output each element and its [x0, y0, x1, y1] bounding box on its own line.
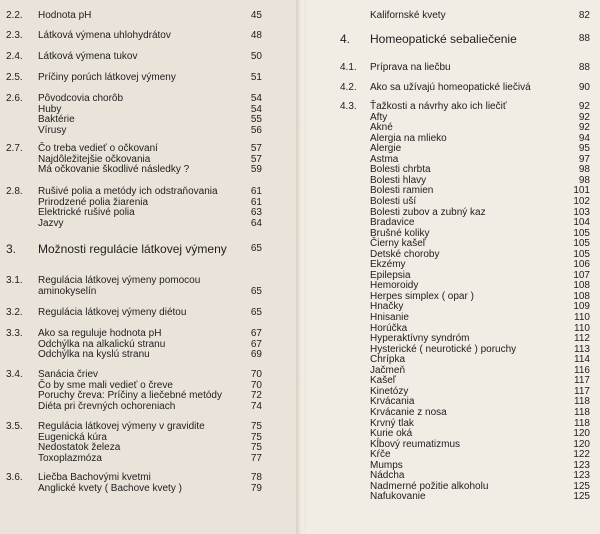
page-number: 48 — [250, 30, 262, 41]
toc-subentry: Detské choroby — [370, 248, 440, 260]
section-number: 3.6. — [6, 472, 23, 483]
toc-entry-title: Regulácia látkovej výmeny diétou — [38, 307, 187, 318]
section-number: 4.2. — [340, 82, 357, 93]
page-number: 106 — [573, 259, 590, 271]
page-number: 57 — [250, 153, 262, 165]
toc-subentry: Baktérie — [38, 114, 75, 126]
page-number: 112 — [574, 333, 590, 345]
toc-subentry: Vírusy — [38, 124, 67, 136]
page-number: 97 — [578, 153, 590, 165]
section-number: 3. — [6, 242, 17, 256]
page-number: 104 — [573, 217, 590, 229]
page-number: 120 — [573, 438, 590, 450]
page-number: 70 — [250, 369, 262, 380]
page-number: 105 — [573, 227, 590, 239]
page-number: 57 — [250, 143, 262, 154]
toc-entry-title: Ťažkosti a návrhy ako ich liečiť — [370, 101, 507, 112]
page-number: 88 — [578, 62, 590, 73]
toc-subentry: Krvácania — [370, 396, 415, 408]
toc-entry-title: Príprava na liečbu — [370, 62, 451, 73]
toc-subentry: Akné — [370, 122, 393, 134]
toc-subentry: Alergia na mlieko — [370, 132, 447, 144]
page-number: 51 — [250, 72, 262, 83]
toc-subentry: Chrípka — [370, 354, 406, 366]
page-number: 125 — [573, 491, 590, 503]
toc-subentry: Afty — [370, 111, 388, 123]
section-number: 2.2. — [6, 10, 23, 21]
page-number: 117 — [574, 375, 590, 387]
toc-subentry: Odchýlka na alkalickú stranu — [38, 338, 166, 350]
page-number: 114 — [574, 354, 590, 366]
toc-subentry: Bolesti zubov a zubný kaz — [370, 206, 486, 218]
section-number: 3.4. — [6, 369, 23, 380]
toc-subentry: Bolesti chrbta — [370, 164, 431, 176]
page-number: 67 — [250, 328, 262, 339]
toc-entry-title: Ako sa reguluje hodnota pH — [38, 328, 162, 339]
section-number: 3.5. — [6, 421, 23, 432]
page-number: 61 — [250, 186, 262, 197]
toc-subentry: Nádcha — [370, 470, 405, 482]
toc-subentry: aminokyselín — [38, 285, 97, 297]
page-number: 105 — [573, 238, 590, 250]
page-number: 98 — [578, 174, 590, 186]
toc-subentry: Bradavice — [370, 217, 415, 229]
toc-subentry: Herpes simplex ( opar ) — [370, 290, 474, 302]
page-number: 92 — [578, 122, 590, 134]
toc-subentry: Hemoroidy — [370, 280, 419, 292]
page-number: 101 — [573, 185, 590, 197]
toc-entry-title: Rušivé polia a metódy ich odstraňovania — [38, 186, 218, 197]
page-number: 107 — [573, 269, 590, 281]
page-number: 108 — [573, 290, 590, 302]
page-number: 72 — [250, 390, 262, 402]
toc-entry-title: Možnosti regulácie látkovej výmeny — [38, 242, 227, 256]
toc-entry-title: Hodnota pH — [38, 10, 92, 21]
page-number: 123 — [573, 470, 590, 482]
page-number: 65 — [250, 307, 262, 318]
toc-subentry: Alergie — [370, 143, 402, 155]
page-number: 75 — [250, 442, 262, 454]
toc-subentry: Toxoplazmóza — [38, 452, 102, 464]
page-number: 110 — [574, 312, 590, 323]
toc-subentry: Ekzémy — [370, 259, 406, 271]
toc-entry-title: Sanácia čriev — [38, 369, 99, 380]
toc-subentry: Kašeľ — [370, 375, 396, 387]
toc-subentry: Čierny kašeľ — [370, 238, 426, 250]
toc-subentry: Eugenická kúra — [38, 431, 107, 443]
toc-subentry: Elektrické rušivé polia — [38, 207, 135, 219]
toc-subentry: Diéta pri črevných ochoreniach — [38, 400, 176, 412]
page-number: 120 — [573, 428, 590, 440]
page-number: 69 — [250, 349, 262, 361]
toc-subentry: Nafukovanie — [370, 491, 426, 503]
toc-subentry: Epilepsia — [370, 269, 411, 281]
section-number: 2.5. — [6, 72, 23, 83]
toc-entry-title: Liečba Bachovými kvetmi — [38, 472, 151, 483]
page-number: 75 — [250, 421, 262, 432]
toc-subentry: Bolesti ramien — [370, 185, 434, 197]
page-number: 74 — [250, 400, 262, 412]
toc-subentry: Hnačky — [370, 301, 404, 313]
toc-entry-title: Pôvodcovia chorôb — [38, 93, 124, 104]
page-number: 70 — [250, 379, 262, 391]
toc-subentry: Jazvy — [38, 217, 64, 229]
section-number: 3.1. — [6, 275, 23, 286]
page-number: 122 — [573, 449, 590, 461]
page-number: 118 — [574, 406, 590, 418]
section-number: 2.7. — [6, 143, 23, 154]
page-number: 105 — [573, 248, 590, 260]
toc-subentry: Mumps — [370, 459, 403, 471]
toc-entry-title: Homeopatické sebaliečenie — [370, 32, 517, 46]
page-number: 117 — [574, 385, 590, 397]
toc-entry-title: Regulácia látkovej výmeny v gravidite — [38, 421, 205, 432]
toc-subentry: Jačmeň — [370, 364, 406, 376]
page-number: 65 — [250, 285, 262, 297]
page-number: 95 — [578, 143, 590, 155]
toc-entry-title: Látková výmena tukov — [38, 51, 138, 62]
section-number: 2.3. — [6, 30, 23, 41]
page-number: 103 — [573, 206, 590, 218]
page-number: 82 — [578, 10, 590, 21]
toc-entry-title: Ako sa užívajú homeopatické liečivá — [370, 82, 531, 93]
toc-subentry: Poruchy čreva: Príčiny a liečebné metódy — [38, 390, 222, 402]
page-number: 88 — [578, 33, 590, 44]
toc-entry-title: Čo treba vedieť o očkovaní — [38, 143, 158, 154]
toc-subentry: Odchýlka na kyslú stranu — [38, 349, 150, 361]
section-number: 2.8. — [6, 186, 23, 197]
toc-subentry: Kurie oká — [370, 428, 413, 440]
toc-subentry: Bolesti uší — [370, 195, 417, 207]
page-number: 98 — [578, 164, 590, 176]
page-number: 78 — [250, 472, 262, 483]
page-number: 64 — [250, 217, 262, 229]
page-number: 118 — [574, 396, 590, 408]
page-number: 59 — [250, 164, 262, 176]
toc-subentry: Bolesti hlavy — [370, 174, 427, 186]
right-page — [300, 0, 600, 534]
page-number: 63 — [250, 207, 262, 219]
page-number: 109 — [573, 301, 590, 313]
page-number: 54 — [250, 93, 262, 104]
toc-subentry: Hnisanie — [370, 312, 409, 323]
page-number: 113 — [574, 343, 590, 355]
page-number: 90 — [578, 82, 590, 93]
page-number: 77 — [250, 452, 262, 464]
page-number: 94 — [578, 132, 590, 144]
page-number: 110 — [574, 322, 590, 334]
page-number: 54 — [250, 103, 262, 115]
page-number: 50 — [250, 51, 262, 62]
page-number: 79 — [250, 482, 262, 494]
toc-subentry: Krvácanie z nosa — [370, 406, 447, 418]
section-number: 4. — [340, 32, 351, 46]
toc-subentry: Nadmerné požitie alkoholu — [370, 480, 489, 492]
toc-entry-title: Látková výmena uhlohydrátov — [38, 30, 171, 41]
page-number: 125 — [573, 480, 590, 492]
page-number: 92 — [578, 111, 590, 123]
page-number: 123 — [573, 459, 590, 471]
toc-subentry: Hysterické ( neurotické ) poruchy — [370, 343, 517, 355]
toc-entry-title: Regulácia látkovej výmeny pomocou — [38, 275, 201, 286]
toc-subentry: Kĺbový reumatizmus — [370, 438, 461, 450]
section-number: 4.1. — [340, 62, 357, 73]
toc-subentry: Anglické kvety ( Bachove kvety ) — [38, 482, 182, 494]
section-number: 3.3. — [6, 328, 23, 339]
book-gutter — [296, 0, 306, 534]
page-number: 102 — [573, 195, 590, 207]
section-number: 4.3. — [340, 101, 357, 112]
toc-subentry: Astma — [370, 153, 399, 165]
page-number: 67 — [250, 338, 262, 350]
toc-subentry: Má očkovanie škodlivé následky ? — [38, 164, 190, 176]
toc-subentry: Horúčka — [370, 322, 408, 334]
toc-subentry: Brušné koliky — [370, 227, 430, 239]
page-number: 75 — [250, 431, 262, 443]
page-number: 108 — [573, 280, 590, 292]
toc-subentry: Kinetózy — [370, 385, 409, 397]
page-number: 61 — [250, 196, 262, 208]
section-number: 2.4. — [6, 51, 23, 62]
toc-subentry: Prirodzené polia žiarenia — [38, 196, 149, 208]
section-number: 3.2. — [6, 307, 23, 318]
page-number: 65 — [250, 243, 262, 254]
toc-subentry: Hyperaktívny syndróm — [370, 333, 470, 345]
page-number: 92 — [578, 101, 590, 112]
toc-subentry: Kŕče — [370, 449, 391, 461]
page-number: 116 — [574, 364, 590, 376]
page-number: 55 — [250, 114, 262, 126]
toc-subentry: Krvný tlak — [370, 417, 414, 429]
page-number: 56 — [250, 124, 262, 136]
page-number: 45 — [250, 10, 262, 21]
toc-entry-title: Kalifornské kvety — [370, 10, 446, 21]
toc-subentry: Nedostatok železa — [38, 442, 121, 454]
toc-subentry: Najdôležitejšie očkovania — [38, 153, 151, 165]
toc-subentry: Čo by sme mali vedieť o čreve — [38, 379, 173, 391]
toc-subentry: Huby — [38, 103, 62, 115]
toc-entry-title: Príčiny porúch látkovej výmeny — [38, 72, 176, 83]
page-number: 118 — [574, 417, 590, 429]
section-number: 2.6. — [6, 93, 23, 104]
